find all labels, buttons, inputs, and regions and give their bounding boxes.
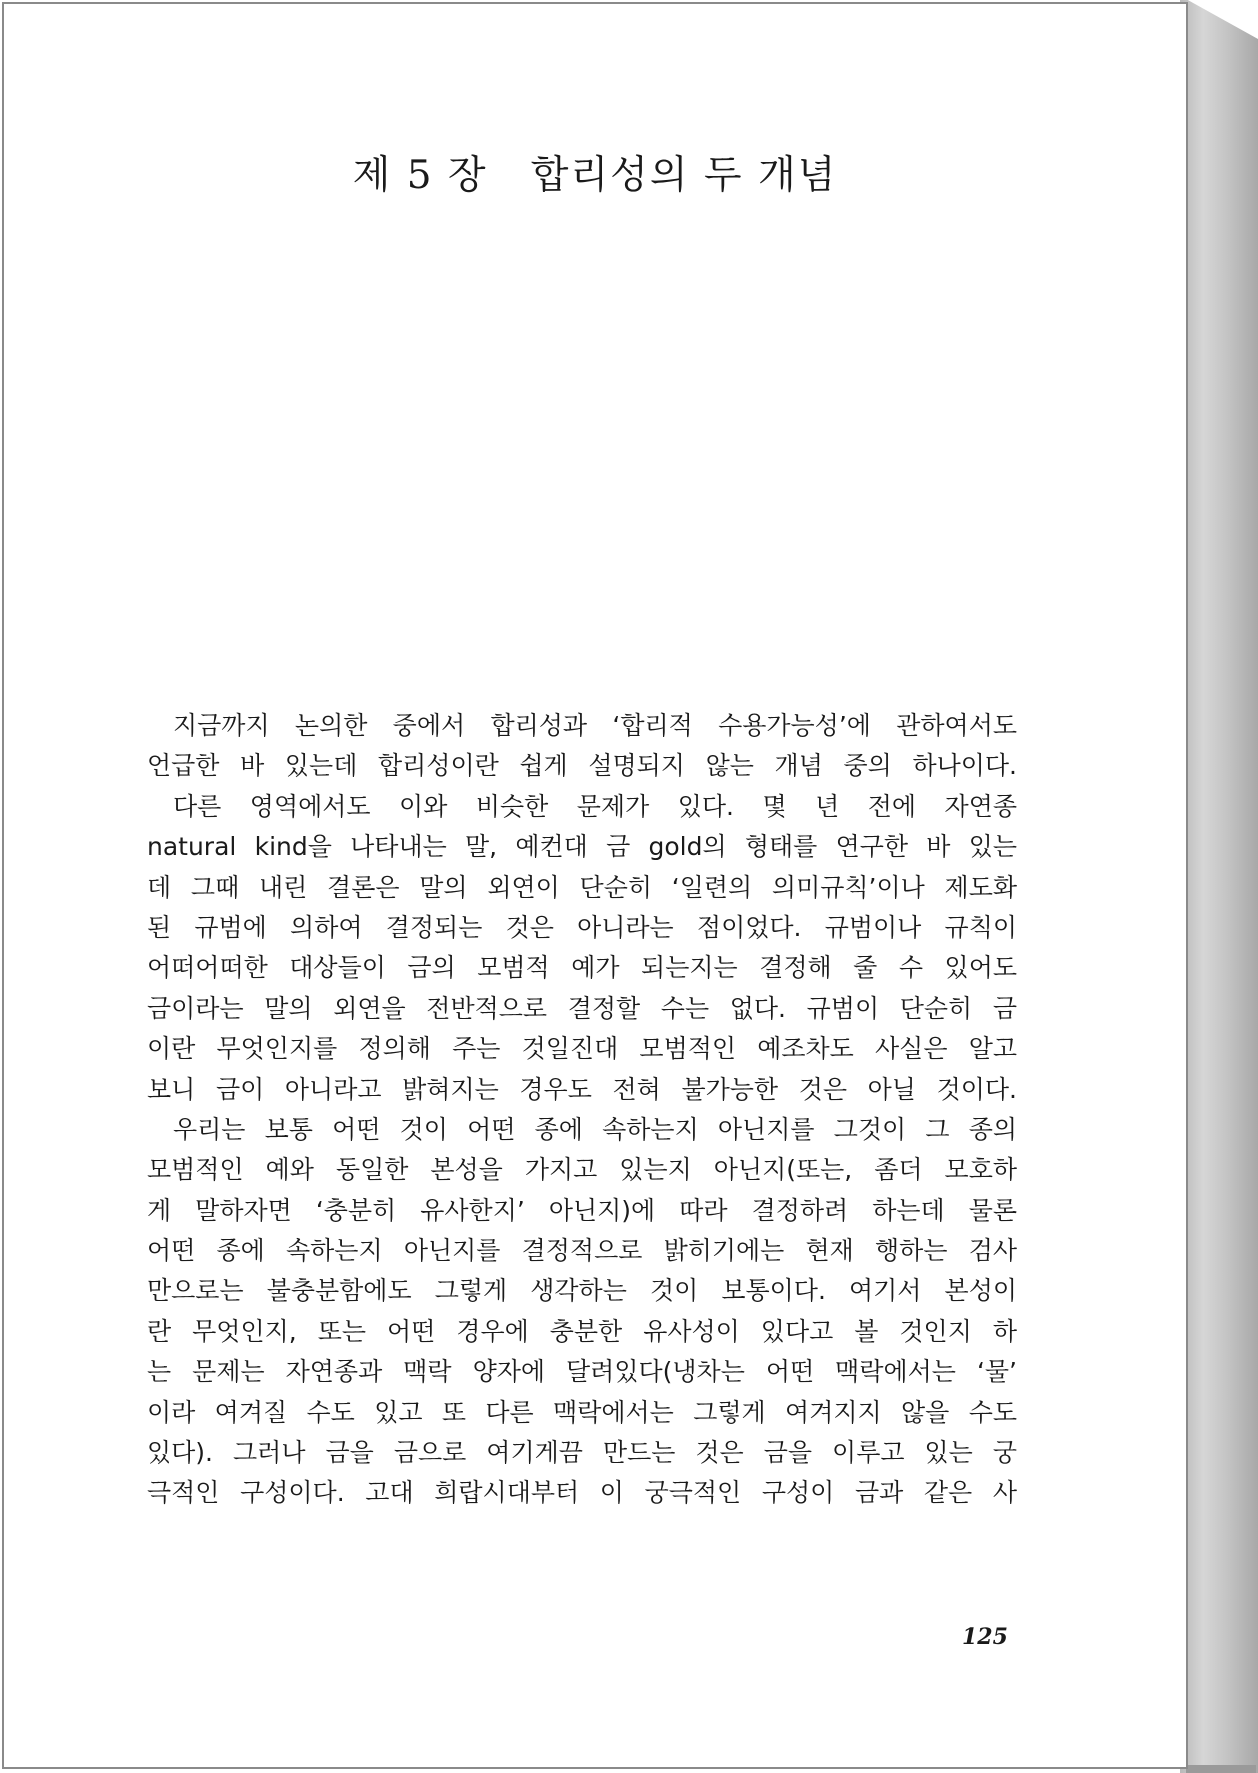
body-text <box>147 706 1017 1514</box>
text-line: 지금까지 논의한 중에서 합리성과 ‘합리적 수용가능성’에 관하여서도 <box>173 711 1017 740</box>
text-line: 된 규범에 의하여 결정되는 것은 아니라는 점이었다. 규범이나 규칙이 <box>147 912 1017 942</box>
text-line: 게 말하자면 ‘충분히 유사한지’ 아닌지)에 따라 결정하려 하는데 물론 <box>147 1195 1017 1225</box>
page-stack-edge <box>1180 0 1258 1773</box>
text-line: 금이라는 말의 외연을 전반적으로 결정할 수는 없다. 규범이 단순히 금 <box>147 993 1017 1023</box>
text-line: 란 무엇인지, 또는 어떤 경우에 충분한 유사성이 있다고 볼 것인지 하 <box>147 1316 1017 1346</box>
chapter-title: 제 5 장 합리성의 두 개념 <box>352 153 838 198</box>
book-page <box>2 2 1188 1769</box>
page-stack-shadow <box>1186 1765 1256 1773</box>
text-line: 이라 여겨질 수도 있고 또 다른 맥락에서는 그렇게 여겨지지 않을 수도 <box>147 1397 1017 1427</box>
text-line: natural kind을 나타내는 말, 예컨대 금 gold의 형태를 연구한 바 있는 <box>147 832 1017 862</box>
text-line: 보니 금이 아니라고 밝혀지는 경우도 전혀 불가능한 것은 아닐 것이다. <box>147 1074 1017 1104</box>
text-line: 데 그때 내린 결론은 말의 외연이 단순히 ‘일련의 의미규칙’이나 제도화 <box>147 872 1017 902</box>
text-line: 모범적인 예와 동일한 본성을 가지고 있는지 아닌지(또는, 좀더 모호하 <box>147 1155 1017 1185</box>
text-line: 어떤 종에 속하는지 아닌지를 결정적으로 밝히기에는 현재 행하는 검사 <box>147 1236 1017 1266</box>
text-line: 있다). 그러나 금을 금으로 여기게끔 만드는 것은 금을 이루고 있는 궁 <box>147 1438 1017 1468</box>
text-line: 이란 무엇인지를 정의해 주는 것일진대 모범적인 예조차도 사실은 알고 <box>147 1034 1017 1064</box>
text-line: 어떠어떠한 대상들이 금의 모범적 예가 되는지는 결정해 줄 수 있어도 <box>147 953 1017 983</box>
text-line: 극적인 구성이다. 고대 희랍시대부터 이 궁극적인 구성이 금과 같은 사 <box>147 1478 1017 1508</box>
page-number: 125 <box>962 1624 1008 1650</box>
text-line: 다른 영역에서도 이와 비슷한 문제가 있다. 몇 년 전에 자연종 <box>173 791 1017 821</box>
text-line: 만으로는 불충분함에도 그렇게 생각하는 것이 보통이다. 여기서 본성이 <box>147 1276 1017 1306</box>
text-line: 는 문제는 자연종과 맥락 양자에 달려있다(냉차는 어떤 맥락에서는 ‘물’ <box>147 1357 1017 1387</box>
text-line: 언급한 바 있는데 합리성이란 쉽게 설명되지 않는 개념 중의 하나이다. <box>147 751 1017 781</box>
text-line: 우리는 보통 어떤 것이 어떤 종에 속하는지 아닌지를 그것이 그 종의 <box>173 1114 1017 1144</box>
